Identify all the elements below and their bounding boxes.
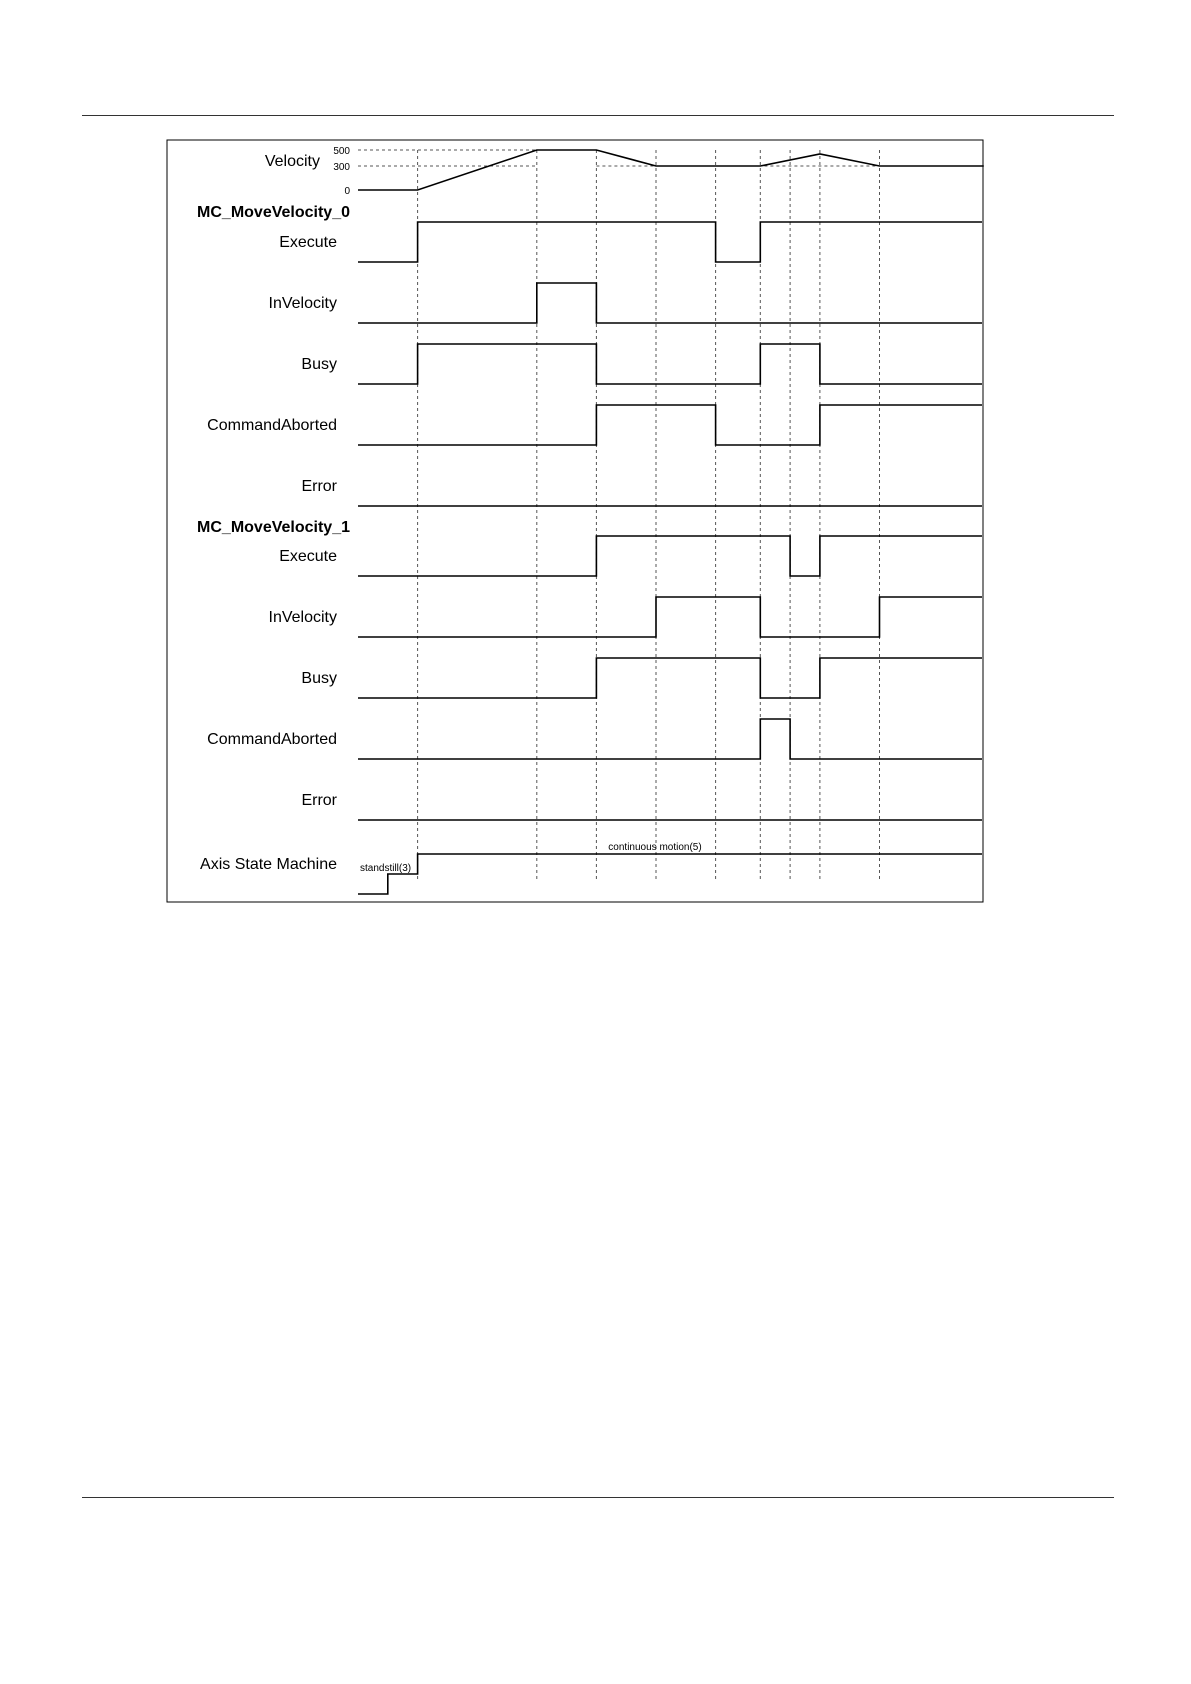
waveform-1-3 (358, 719, 982, 759)
velocity-tick-0: 0 (344, 186, 350, 197)
signal-label-1-4: Error (301, 792, 337, 809)
waveforms (358, 150, 984, 894)
waveform-1-0 (358, 536, 982, 576)
velocity-tick-300: 300 (333, 162, 350, 173)
waveform-0-1 (358, 283, 982, 323)
state-standstill: standstill(3) (360, 863, 412, 874)
group-title-0: MC_MoveVelocity_0 (197, 204, 350, 221)
signal-label-0-1: InVelocity (268, 295, 337, 312)
signal-label-1-3: CommandAborted (207, 731, 337, 748)
waveform-1-1 (358, 597, 982, 637)
signal-label-0-2: Busy (301, 356, 337, 373)
waveform-1-2 (358, 658, 982, 698)
signal-label-1-1: InVelocity (268, 609, 337, 626)
velocity-tick-500: 500 (333, 146, 350, 157)
axis-state-waveform (358, 854, 982, 894)
signal-label-0-0: Execute (279, 234, 337, 251)
waveform-0-3 (358, 405, 982, 445)
signal-label-0-4: Error (301, 478, 337, 495)
velocity-profile (358, 150, 984, 190)
waveform-0-0 (358, 222, 982, 262)
signal-label-1-0: Execute (279, 548, 337, 565)
velocity-label: Velocity (264, 153, 320, 170)
signal-label-1-2: Busy (301, 670, 337, 687)
state-continuous-motion: continuous motion(5) (608, 842, 702, 853)
time-guides (358, 150, 982, 880)
axis-state-label: Axis State Machine (200, 856, 337, 873)
signal-labels (197, 146, 702, 874)
waveform-0-2 (358, 344, 982, 384)
signal-label-0-3: CommandAborted (207, 417, 337, 434)
group-title-1: MC_MoveVelocity_1 (197, 519, 350, 536)
